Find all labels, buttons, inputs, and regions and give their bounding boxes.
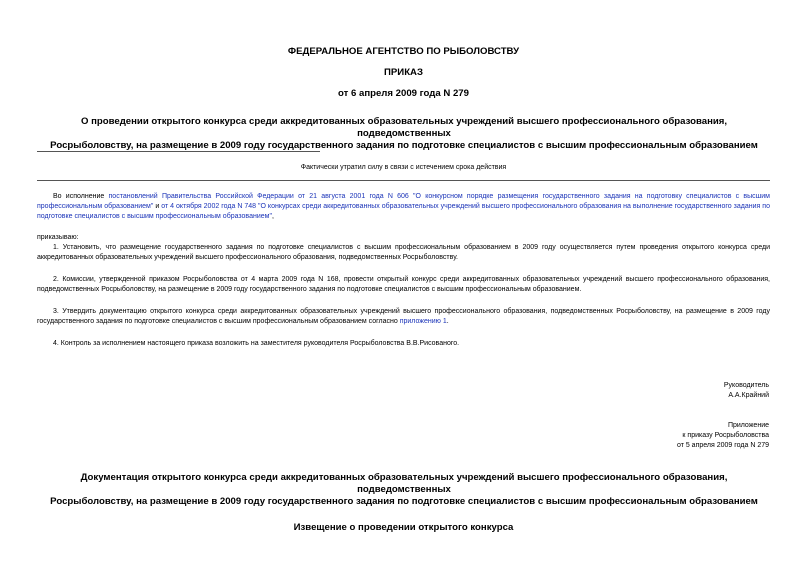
item-2: 2. Комиссии, утвержденной приказом Росрыболовства от 4 марта 2009 года N 168, провести открытый конкурс среди аккредитованных образовательных учреждений высшего профессионального образования, подведомственных Росрыболовству, на размещение в 2009 году государственного задания по подготовке специалистов с высшим профессиональным образованием. (37, 276, 770, 293)
order-title (40, 116, 768, 152)
item-3-end: . (446, 318, 449, 325)
document-date-number: от 6 апреля 2009 года N 279 (338, 88, 469, 99)
item-3 (37, 307, 770, 327)
short-divider (37, 151, 320, 152)
appendix-line-3: от 5 апреля 2009 года N 279 (676, 442, 769, 449)
appendix-1-link[interactable]: приложению 1 (399, 318, 447, 325)
signature-name: А.А.Крайний (728, 392, 769, 399)
appendix-line-1: Приложение (727, 422, 769, 429)
decree-748-link[interactable]: от 4 октября 2002 года N 748 "О конкурсах среди аккредитованных образовательных учреждений высшего профессионального образования на выполнение государственного задания по подготовке специалистов с высшим профессиональным образованием" (37, 203, 770, 220)
status-note: Фактически утратил силу в связи с истечением срока действия (300, 164, 507, 171)
item-1: 1. Установить, что размещение государственного задания по подготовке специалистов с высшим профессиональным образованием в 2009 году осуществляется путем проведения открытого конкурса среди аккредитованных образовательных учреждений высшего профессионального образования, подведомственных Росрыболовству. (37, 244, 770, 261)
documentation-title-line-1: Документация открытого конкурса среди аккредитованных образовательных учреждений высшего профессионального образования, подведомственных (80, 472, 728, 495)
long-divider (37, 180, 770, 181)
documentation-title (40, 472, 768, 508)
preamble-mid: и (153, 203, 162, 210)
order-title-line-2: Росрыболовству, на размещение в 2009 году государственного задания по подготовке специалистов с высшим профессиональным образованием (50, 140, 758, 151)
item-4: 4. Контроль за исполнением настоящего приказа возложить на заместителя руководителя Росрыболовства В.В.Рисованого. (53, 340, 460, 347)
appendix-block (677, 421, 769, 451)
notice-heading: Извещение о проведении открытого конкурса (293, 522, 514, 533)
preamble-intro: Во исполнение (53, 193, 109, 200)
documentation-title-line-2: Росрыболовству, на размещение в 2009 году государственного задания по подготовке специалистов с высшим профессиональным образованием (50, 496, 758, 507)
agency-name: ФЕДЕРАЛЬНОЕ АГЕНТСТВО ПО РЫБОЛОВСТВУ (287, 46, 520, 57)
order-title-line-1: О проведении открытого конкурса среди аккредитованных образовательных учреждений высшего профессионального образования, подведомственных (80, 116, 728, 139)
decree-606-link[interactable]: постановлений Правительства Российской Федерации от 21 августа 2001 года N 606 "О конкурсном порядке размещения государственного задания на подготовку специалистов с высшим профессиональным образованием" (37, 193, 770, 210)
signature-block (724, 381, 769, 401)
signature-role: Руководитель (723, 382, 769, 389)
document-type: ПРИКАЗ (384, 67, 423, 78)
preamble-end: , (271, 213, 274, 220)
appendix-line-2: к приказу Росрыболовства (682, 432, 769, 439)
item-3-text: 3. Утвердить документацию открытого конкурса среди аккредитованных образовательных учреждений высшего профессионального образования, подведомственных Росрыболовству, на размещение в 2009 году государственного задания по подготовке специалистов с высшим профессиональным образованием согласно (37, 308, 770, 325)
order-word: приказываю: (37, 234, 79, 241)
preamble-paragraph (37, 192, 770, 222)
